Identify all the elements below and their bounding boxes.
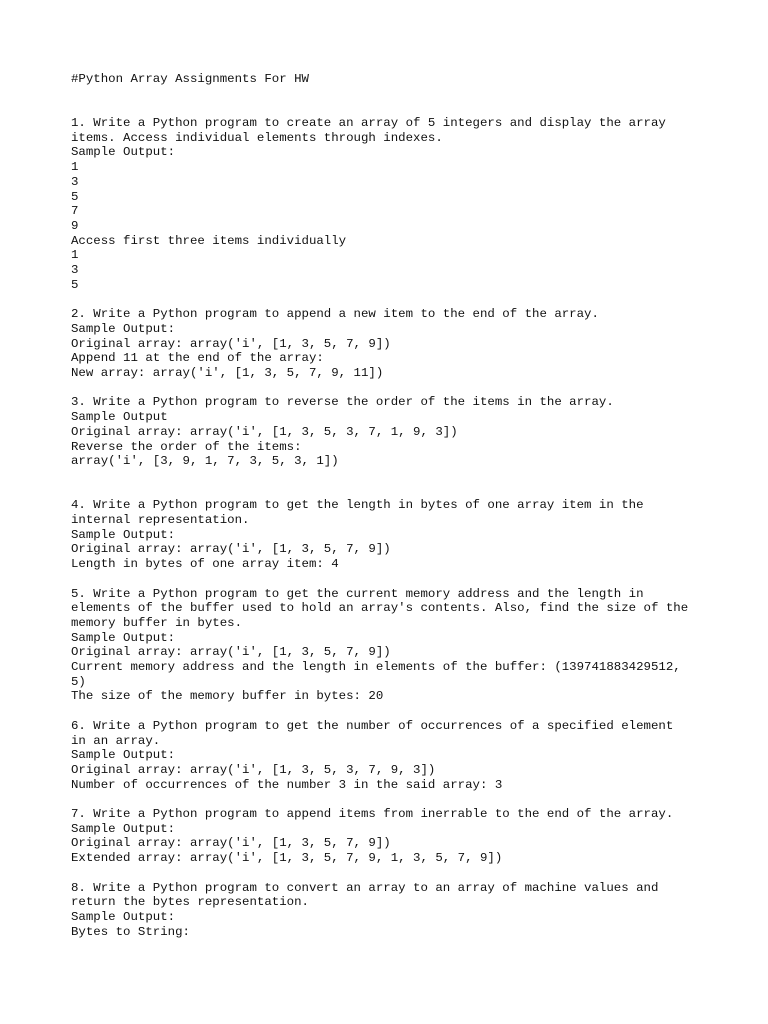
text-line: Sample Output: (71, 748, 176, 763)
text-line: items. Access individual elements through indexes. (71, 130, 443, 145)
text-line: 1 (71, 248, 79, 263)
text-line: Original array: array('i', [1, 3, 5, 7, 9]) (71, 336, 391, 351)
text-line: Original array: array('i', [1, 3, 5, 3, 7, 9, 3]) (71, 762, 436, 777)
text-line (71, 484, 751, 499)
text-line: 6. Write a Python program to get the number of occurrences of a specified element (71, 718, 674, 733)
text-line: Sample Output: (71, 909, 176, 924)
text-line (71, 101, 751, 116)
text-line: Reverse the order of the items: (71, 439, 302, 454)
text-line (71, 469, 751, 484)
text-line: in an array. (71, 733, 161, 748)
text-line: Length in bytes of one array item: 4 (71, 557, 339, 572)
text-line: 1. Write a Python program to create an array of 5 integers and display the array (71, 116, 666, 131)
text-line: Number of occurrences of the number 3 in the said array: 3 (71, 777, 503, 792)
text-line: Sample Output: (71, 630, 176, 645)
text-line: 9 (71, 219, 79, 233)
text-line: Sample Output (71, 410, 168, 425)
text-line: 3. Write a Python program to reverse the order of the items in the array. (71, 395, 614, 410)
text-line: New array: array('i', [1, 3, 5, 7, 9, 11]) (71, 366, 384, 381)
text-line: The size of the memory buffer in bytes: 20 (71, 689, 384, 704)
text-line: Sample Output: (71, 321, 176, 336)
text-line: Original array: array('i', [1, 3, 5, 7, 9]) (71, 645, 391, 660)
text-line: 4. Write a Python program to get the length in bytes of one array item in the (71, 498, 644, 513)
text-line (71, 381, 751, 396)
text-line: elements of the buffer used to hold an array's contents. Also, find the size of the (71, 601, 689, 616)
text-line: return the bytes representation. (71, 895, 309, 910)
text-line: Bytes to String: (71, 924, 190, 939)
text-line (71, 866, 751, 881)
text-line: 5 (71, 277, 79, 292)
text-line: Current memory address and the length in elements of the buffer: (139741883429512, (71, 660, 681, 675)
text-line (71, 87, 751, 102)
text-line: 5. Write a Python program to get the current memory address and the length in (71, 586, 644, 601)
text-line: Sample Output: (71, 821, 176, 836)
text-line: 5) (71, 674, 86, 689)
text-line: Original array: array('i', [1, 3, 5, 3, 7, 1, 9, 3]) (71, 424, 458, 439)
document-title: #Python Array Assignments For HW (71, 72, 309, 86)
text-line: Original array: array('i', [1, 3, 5, 7, 9]) (71, 836, 391, 851)
text-line: 1 (71, 160, 79, 175)
text-line: Original array: array('i', [1, 3, 5, 7, 9]) (71, 542, 391, 557)
text-line: 7 (71, 204, 79, 219)
text-line: array('i', [3, 9, 1, 7, 3, 5, 3, 1]) (71, 454, 339, 469)
text-line: memory buffer in bytes. (71, 615, 243, 630)
document-body (71, 72, 751, 939)
text-line: internal representation. (71, 513, 250, 527)
text-line: Access first three items individually (71, 233, 347, 248)
text-line: 7. Write a Python program to append items from inerrable to the end of the array. (71, 807, 674, 822)
text-line: Sample Output: (71, 527, 176, 542)
text-line (71, 704, 751, 719)
text-line: Extended array: array('i', [1, 3, 5, 7, 9, 1, 3, 5, 7, 9]) (71, 851, 503, 866)
text-line: 3 (71, 174, 79, 189)
text-line: 3 (71, 263, 79, 278)
text-line: 2. Write a Python program to append a new item to the end of the array. (71, 307, 599, 322)
text-line: Append 11 at the end of the array: (71, 351, 324, 366)
text-line (71, 572, 751, 587)
text-line: 5 (71, 189, 79, 204)
text-line (71, 293, 751, 308)
text-line: 8. Write a Python program to convert an array to an array of machine values and (71, 880, 659, 895)
text-line (71, 792, 751, 807)
text-line: Sample Output: (71, 145, 176, 160)
